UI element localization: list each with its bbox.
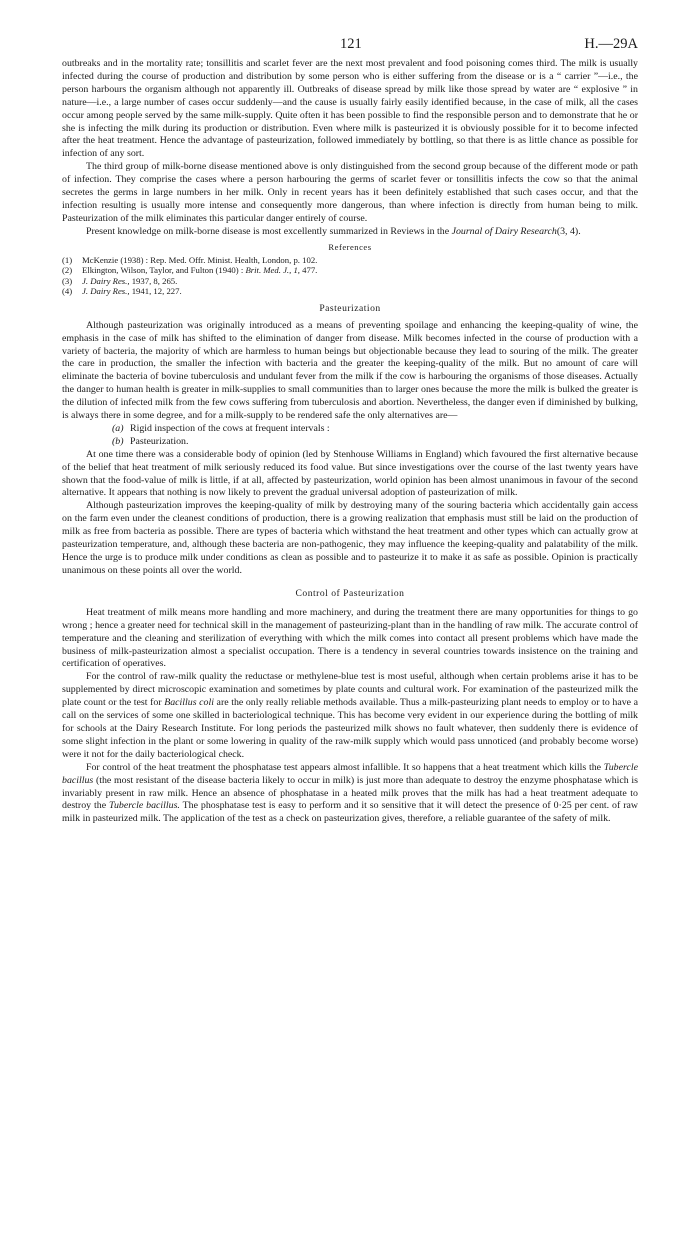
reference-journal: Brit. Med. J., 1, [243, 265, 300, 276]
document-reference: H.—29A [584, 36, 638, 52]
intro-p3-text: Present knowledge on milk-borne disease is most excellently summarized in Reviews in the [86, 225, 452, 237]
control-paragraph-1: Heat treatment of milk means more handling and more machinery, and during the treatment there are many opportunities for things to go wrong ; hence a greater need for technical skill in the management of pasteurizing-plant than in the handling of raw milk. The accurate control of temperature and the cleaning and sterilization of everything with which the milk comes into contact all present problems which have made the business of milk-pasteurization almost a specialist occupation. There is a tendency in several countries towards insistence on the training and certification of operatives. [62, 606, 638, 670]
reference-source: 1941, 12, 227. [129, 286, 182, 297]
reference-number: (2) [62, 265, 73, 276]
control-paragraph-3 [62, 762, 638, 827]
tubercle-bacillus-term: Tubercle bacillus. [109, 800, 180, 812]
reference-source: 1937, 8, 265. [129, 275, 178, 286]
reference-item [62, 255, 638, 266]
pasteurization-paragraph-2: At one time there was a considerable body of opinion (led by Stenhouse Williams in England) which favoured the first alternative because of the belief that heat treatment of milk seriously reduced its food value. But since investigations over the course of the last twenty years have shown that the food-value of milk is little, if at all, affected by pasteurization, world opinion has been almost unanimous in favour of the second alternative. It appears that nothing is now likely to prevent the gradual universal adoption of pasteurization of milk. [62, 448, 638, 499]
control-p3-text-c: The phosphatase test is easy to perform and it so sensitive that it will detect the presence of 0·25 per cent. of raw milk in pasteurized milk. The application of the test as a check on pasteurization gives, therefore, a reliable guarantee of the safety of milk. [62, 800, 638, 825]
reference-number: (3) [62, 275, 73, 286]
reference-journal: J. Dairy Res., [82, 286, 130, 297]
reference-source: Rep. Med. Offr. Minist. Health, London, p. 102. [148, 254, 318, 265]
references-heading [62, 241, 638, 254]
page-number: 121 [340, 36, 362, 52]
reference-authors: Elkington, Wilson, Taylor, and Fulton (1940) : [82, 265, 244, 276]
intro-paragraph-2: The third group of milk-borne disease mentioned above is only distinguished from the second group because of the different mode or path of infection. They comprise the cases where a person harbouring the germs of scarlet fever or tonsillitis infects the cow so that the animal secretes the germs in large numbers in her milk. Only in recent years has it been definitely established that such cases occur, and that the infection resulting is usually more intense and consequently more dangerous, than where infection is directly from human being to milk. Pasteurization of the milk eliminates this particular danger entirely of course. [62, 161, 638, 224]
alternative-item [62, 436, 638, 449]
pasteurization-heading-text: Pasteurization [319, 302, 381, 314]
references-heading-text: References [328, 241, 372, 252]
control-p3-text-a: For control of the heat treatment the phosphatase test appears almost infallible. It so happens that a heat treatment which kills the [86, 761, 604, 773]
alternative-text: Rigid inspection of the cows at frequent intervals : [130, 422, 330, 434]
control-p3-text-b: (the most resistant of the disease bacteria likely to occur in milk) is just more than adequate to destroy the enzyme phosphatase which is invariably present in raw milk. Hence an absence of phosphatase in a heated milk proves that the milk has had a heat treatment adequate to destroy the [62, 774, 638, 812]
pasteurization-heading [62, 302, 638, 315]
reference-item [62, 286, 638, 297]
control-p2-text-b: are the only really reliable methods available. Thus a milk-pasteurizing plant needs to employ or to have a call on the services of some one skilled in bacteriological technique. This has become very evident in our experience during the bottling of milk for schools at the Dairy Research Institute. For long periods the pasteurized milk shows no fault whatever, then suddenly there is evidence of some slight infection in the plant or some lowering in quality of the raw-milk supply which would pass unnoticed (and probably become worse) were it not for the daily bacteriological check. [62, 697, 639, 760]
references-list [62, 255, 638, 297]
alternative-text: Pasteurization. [130, 435, 189, 447]
reference-source: 477. [299, 265, 318, 276]
document-page [62, 36, 638, 826]
reference-authors: McKenzie (1938) : [82, 254, 149, 265]
alternative-item [62, 423, 638, 436]
alternative-letter: (b) [112, 435, 124, 447]
control-heading [62, 587, 638, 600]
reference-number: (4) [62, 286, 73, 297]
tubercle-bacillus-term: Tubercle bacillus [62, 761, 638, 786]
journal-title: Journal of Dairy Research [451, 225, 557, 237]
reference-item [62, 265, 638, 276]
reference-item [62, 276, 638, 287]
control-p2-text-a: For the control of raw-milk quality the reductase or methylene-blue test is most useful, although when certain problems arise it has to be supplemented by direct microscopic examination and sometimes by plate counts and cultural work. For examination of the pasteurized milk the plate count or the test for [62, 671, 638, 709]
pasteurization-paragraph-1: Although pasteurization was originally introduced as a means of preventing spoilage and enhancing the keeping-quality of wine, the emphasis in the case of milk has shifted to the elimination of danger from disease. Milk becomes infected in the course of production with a variety of bacteria, the majority of which are harmless to human beings but objectionable because they lead to souring of the milk. The greater the care in production, the smaller the infection with bacteria and the greater the keeping-quality of the milk. But no amount of care will eliminate the bacteria of bovine tuberculosis and undulant fever from the milk if the cow is harbouring the organisms of those diseases. Actually the danger to human health is greater in milk-supplies to small communities than to larger ones because the more the milk is bulked the greater is the dilution of infected milk from the few cows suffering from tuberculosis and abortion. Nevertheless, the danger even if diminished by bulking, is always there in some degree, and for a milk-supply to be rendered safe the only alternatives are— [62, 319, 638, 422]
control-paragraph-2 [62, 671, 638, 761]
alternative-letter: (a) [112, 422, 124, 434]
bacillus-coli-term: Bacillus coli [164, 697, 214, 709]
reference-number: (1) [62, 254, 73, 265]
reference-journal: J. Dairy Res., [82, 275, 130, 286]
intro-paragraph-1: outbreaks and in the mortality rate; tonsillitis and scarlet fever are the next most prevalent and food poisoning comes third. The milk is usually infected during the course of production and distribution by some person who is either suffering from the disease or is a “ carrier ”—i.e., the person harbours the organism although not apparently ill. Outbreaks of disease spread by milk like those spread by water are “ explosive ” in nature—i.e., a large number of cases occur suddenly—and the cause is usually fairly easily identified because, in the case of milk, all the cases occur among people served by the same milk-supply. Quite often it has been possible to find the responsible person and to demonstrate that he or she is infecting the milk during its production or distribution. Even where milk is pasteurized it is obviously possible for it to become infected after the heat treatment. Hence the advantage of pasteurization, followed immediately by bottling, so that there is as little chance as possible for infection of any sort. [62, 58, 638, 160]
control-heading-text: Control of Pasteurization [295, 587, 405, 599]
intro-paragraph-3 [62, 226, 638, 239]
pasteurization-paragraph-3: Although pasteurization improves the keeping-quality of milk by destroying many of the souring bacteria which accidentally gain access on the farm even under the cleanest conditions of production, there is a growing realization that emphasis must still be laid on the production of milk as free from bacteria as possible. There are types of bacteria which withstand the heat treatment and other types which can actually grow at pasteurization temperature, and, although these bacteria are non-pathogenic, they may influence the keeping-quality and palatability of the milk. Hence the urge is to produce milk under conditions as clean as possible and to pasteurize it to make it as safe as possible. Opinion is practically unanimous on these points all over the world. [62, 500, 638, 576]
page-header [62, 36, 638, 58]
intro-p3-citation: (3, 4). [556, 225, 581, 237]
